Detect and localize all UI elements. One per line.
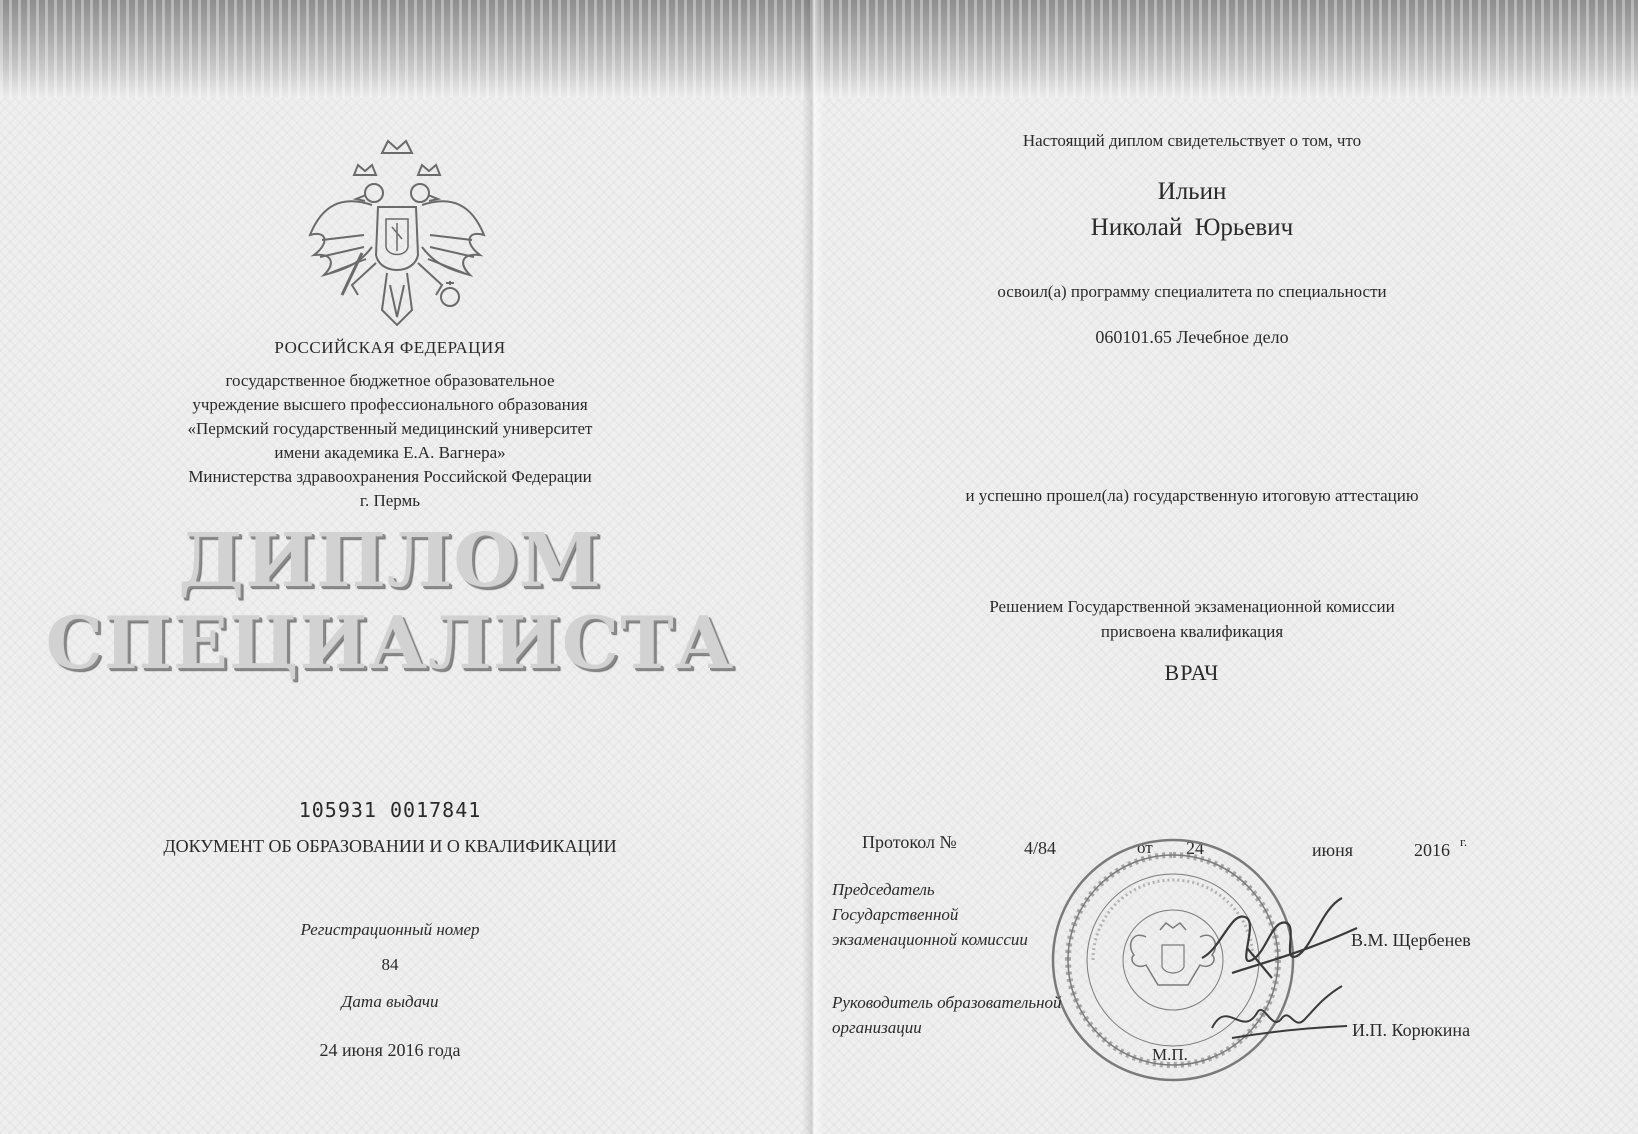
- decorative-band: [0, 0, 812, 98]
- coat-of-arms-icon: [302, 135, 492, 335]
- protocol-label: Протокол №: [862, 832, 957, 852]
- protocol-from: от: [1137, 838, 1153, 857]
- institution-line: государственное бюджетное образовательное: [225, 371, 555, 390]
- issue-date-label: Дата выдачи: [341, 992, 439, 1011]
- head-title: Руководитель образовательной: [832, 993, 1062, 1012]
- serial-number: 105931 0017841: [298, 798, 482, 822]
- chair-name: В.М. Щербенев: [1351, 930, 1471, 950]
- signature-icon: [1192, 888, 1362, 988]
- diploma-right-page: [812, 0, 1638, 1134]
- protocol-number: 4/84: [1024, 838, 1057, 858]
- document-type: ДОКУМЕНТ ОБ ОБРАЗОВАНИИ И О КВАЛИФИКАЦИИ: [163, 836, 617, 856]
- chair-title: Государственной: [832, 905, 959, 924]
- graduate-surname: Ильин: [1157, 178, 1227, 205]
- protocol-month: июня: [1312, 840, 1353, 860]
- commission-decision: Решением Государственной экзаменационной комиссии: [989, 597, 1395, 616]
- program-statement: освоил(а) программу специалитета по специальности: [997, 282, 1387, 301]
- registration-number: 84: [381, 955, 399, 974]
- graduate-given-names: Николай Юрьевич: [1090, 214, 1294, 241]
- country-name: РОССИЙСКАЯ ФЕДЕРАЦИЯ: [274, 338, 506, 357]
- head-name: И.П. Корюкина: [1352, 1020, 1471, 1040]
- certificate-intro: Настоящий диплом свидетельствует о том, что: [1022, 131, 1362, 150]
- decorative-band: [812, 0, 1638, 98]
- institution-line: учреждение высшего профессионального образования: [192, 395, 588, 414]
- diploma-title-line2: СПЕЦИАЛИСТА: [45, 600, 735, 685]
- institution-line: Министерства здравоохранения Российской Федерации: [188, 467, 592, 486]
- protocol-year: 2016: [1414, 840, 1450, 860]
- signature-icon: [1202, 978, 1352, 1048]
- institution-line: имени академика Е.А. Вагнера»: [274, 443, 506, 462]
- year-suffix: г.: [1460, 834, 1468, 849]
- chair-title: экзаменационной комиссии: [832, 930, 1028, 949]
- institution-line: «Пермский государственный медицинский университет: [187, 419, 593, 438]
- chair-title: Председатель: [832, 880, 935, 899]
- issue-date: 24 июня 2016 года: [319, 1040, 461, 1060]
- registration-label: Регистрационный номер: [300, 920, 480, 939]
- head-title: организации: [832, 1018, 922, 1037]
- stamp-place: М.П.: [1152, 1045, 1188, 1064]
- diploma-left-page: [0, 0, 812, 1134]
- attestation-statement: и успешно прошел(ла) государственную итоговую аттестацию: [965, 486, 1419, 505]
- qualification-awarded: присвоена квалификация: [1100, 622, 1284, 641]
- institution-city: г. Пермь: [359, 491, 421, 510]
- protocol-day: 24: [1186, 838, 1204, 858]
- page-fold: [802, 0, 824, 1134]
- diploma-title-line1: ДИПЛОМ: [178, 518, 602, 604]
- specialty: 060101.65 Лечебное дело: [1095, 327, 1289, 347]
- qualification: ВРАЧ: [1164, 660, 1220, 685]
